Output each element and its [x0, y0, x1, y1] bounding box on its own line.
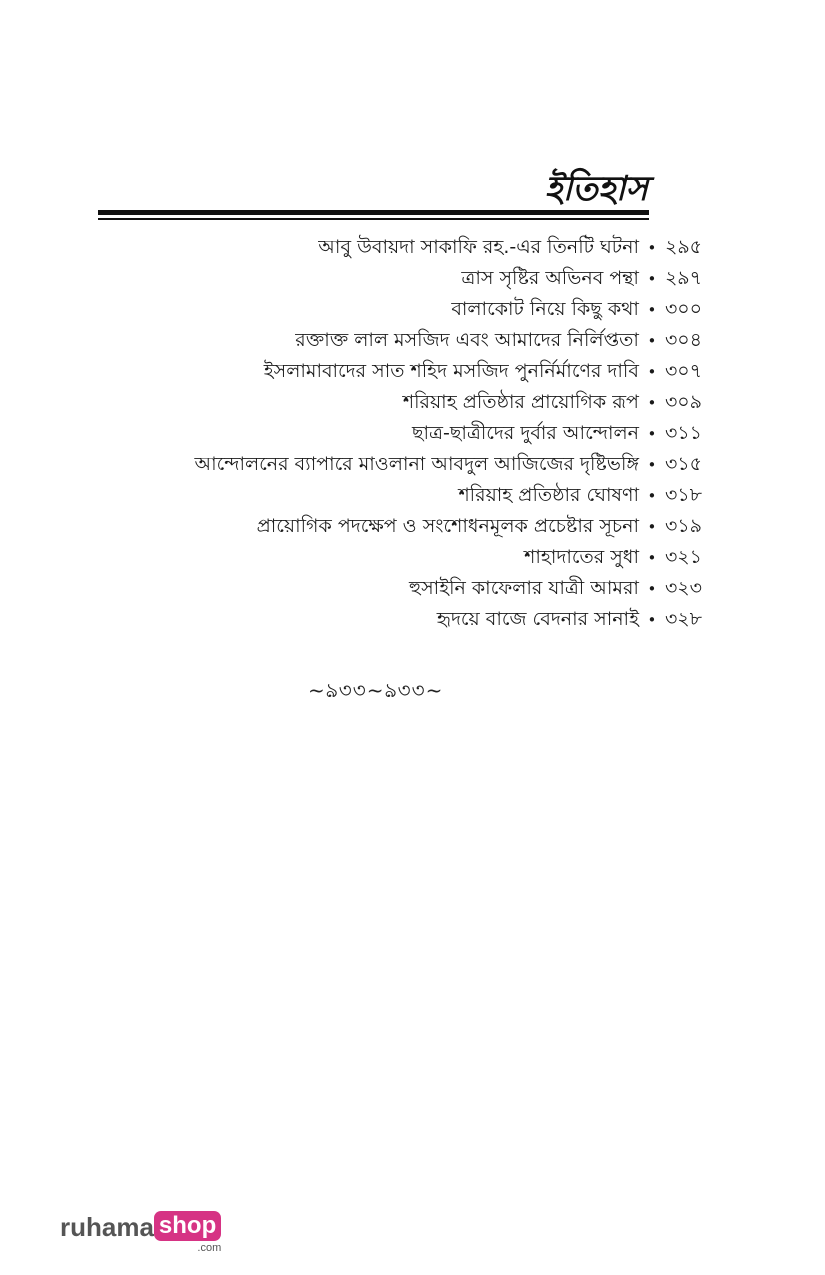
toc-entry-title: বালাকোট নিয়ে কিছু কথা [451, 298, 639, 320]
toc-bullet: • [647, 580, 657, 598]
toc-entry-page: ৩১১ [664, 422, 702, 444]
title-rule-thick [98, 210, 649, 215]
toc-entry-page: ৩২৮ [664, 608, 702, 630]
toc-bullet: • [647, 425, 657, 443]
logo-text-shop: shop [154, 1211, 221, 1241]
toc-entry-page: ৩১৫ [664, 453, 702, 475]
toc-entry-title: শাহাদাতের সুধা [524, 546, 639, 568]
toc-entry-page: ৩০৭ [664, 360, 702, 382]
toc-bullet: • [647, 394, 657, 412]
toc-entry-title: ছাত্র-ছাত্রীদের দুর্বার আন্দোলন [412, 422, 639, 444]
logo-text-com: .com [197, 1242, 222, 1254]
toc-bullet: • [647, 301, 657, 319]
toc-bullet: • [647, 270, 657, 288]
toc-entry-page: ৩২১ [664, 546, 702, 568]
toc-entry-title: ইসলামাবাদের সাত শহিদ মসজিদ পুনর্নির্মাণের দাবি [263, 360, 639, 382]
toc-entry-title: হৃদয়ে বাজে বেদনার সানাই [436, 608, 639, 630]
toc-entry-title: শরিয়াহ প্রতিষ্ঠার প্রায়োগিক রূপ [402, 391, 639, 413]
toc-entry-page: ৩১৯ [664, 515, 702, 537]
decorative-ornament: ~ঌ৩৩~ঌ৩৩~ [308, 678, 444, 702]
toc-entry[interactable] [150, 263, 702, 294]
toc-entry-page: ২৯৫ [664, 236, 702, 258]
logo-shop-group [154, 1211, 221, 1254]
ruhamashop-logo [60, 1211, 221, 1254]
toc-entry[interactable] [150, 480, 702, 511]
toc-entry[interactable] [150, 356, 702, 387]
toc-bullet: • [647, 363, 657, 381]
toc-entry-page: ৩০৪ [664, 329, 702, 351]
toc-entry-title: হুসাইনি কাফেলার যাত্রী আমরা [409, 577, 639, 599]
toc-entry-title: রক্তাক্ত লাল মসজিদ এবং আমাদের নির্লিপ্ততা [295, 329, 639, 351]
toc-entry-page: ৩১৮ [664, 484, 702, 506]
table-of-contents [150, 232, 702, 635]
toc-entry[interactable] [150, 573, 702, 604]
toc-entry[interactable] [150, 604, 702, 635]
toc-entry[interactable] [150, 325, 702, 356]
toc-bullet: • [647, 549, 657, 567]
toc-entry[interactable] [150, 511, 702, 542]
toc-entry-title: প্রায়োগিক পদক্ষেপ ও সংশোধনমূলক প্রচেষ্টার সূচনা [256, 515, 639, 537]
toc-entry-title: আন্দোলনের ব্যাপারে মাওলানা আবদুল আজিজের দৃষ্টিভঙ্গি [194, 453, 639, 475]
toc-entry-title: শরিয়াহ প্রতিষ্ঠার ঘোষণা [458, 484, 639, 506]
toc-entry[interactable] [150, 418, 702, 449]
toc-entry-page: ৩০৯ [664, 391, 702, 413]
toc-bullet: • [647, 518, 657, 536]
toc-entry[interactable] [150, 232, 702, 263]
toc-bullet: • [647, 456, 657, 474]
toc-entry[interactable] [150, 294, 702, 325]
toc-bullet: • [647, 239, 657, 257]
toc-bullet: • [647, 332, 657, 350]
toc-entry[interactable] [150, 449, 702, 480]
section-title: ইতিহাস [544, 169, 648, 209]
toc-entry[interactable] [150, 542, 702, 573]
logo-text-ruhama: ruhama [60, 1212, 154, 1242]
toc-bullet: • [647, 487, 657, 505]
title-rule-thin [98, 218, 649, 220]
toc-entry-title: আবু উবায়দা সাকাফি রহ.-এর তিনটি ঘটনা [318, 236, 639, 258]
toc-entry-title: ত্রাস সৃষ্টির অভিনব পন্থা [461, 267, 639, 289]
toc-entry-page: ৩০০ [664, 298, 702, 320]
toc-entry[interactable] [150, 387, 702, 418]
toc-entry-page: ৩২৩ [664, 577, 702, 599]
toc-bullet: • [647, 611, 657, 629]
toc-entry-page: ২৯৭ [664, 267, 702, 289]
